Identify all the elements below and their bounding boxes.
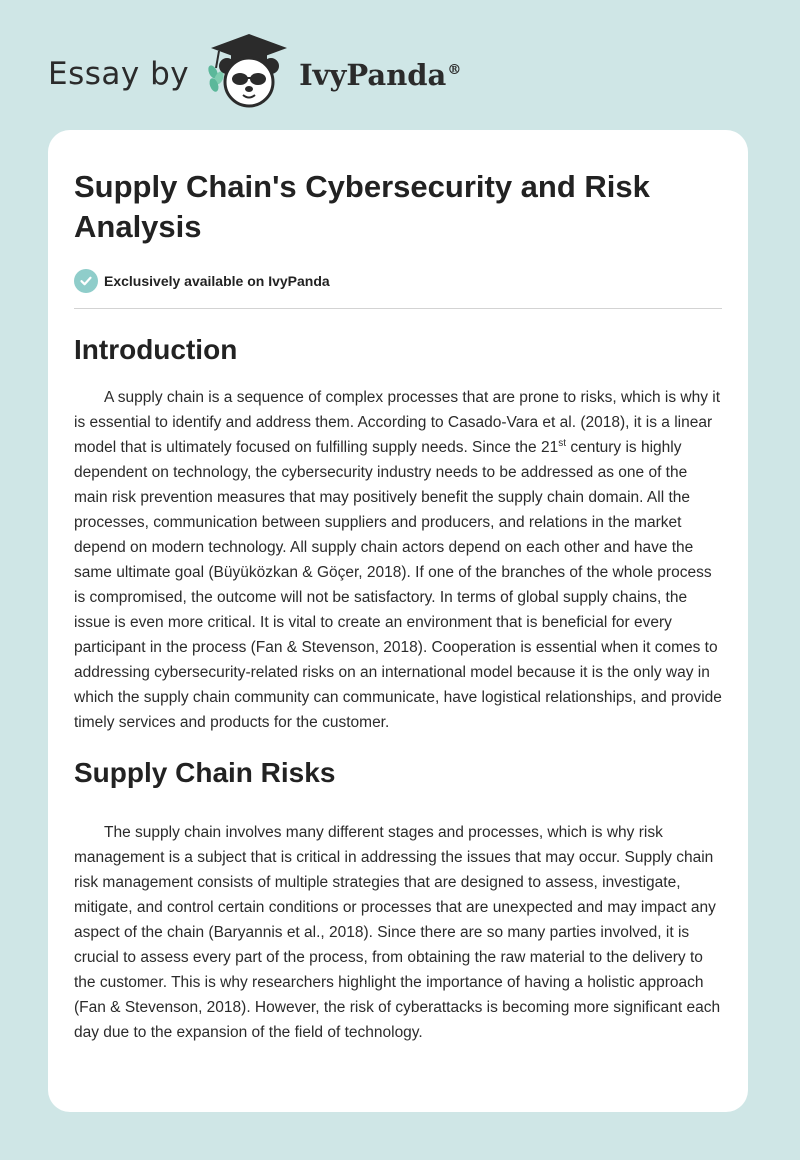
check-circle-icon (74, 269, 98, 293)
section-heading-supply-chain-risks: Supply Chain Risks (74, 757, 336, 788)
article-card (48, 130, 748, 1112)
panda-graduate-icon (203, 32, 295, 112)
section-introduction (74, 332, 722, 735)
exclusive-text: Exclusively available on IvyPanda (104, 273, 330, 289)
section-heading-introduction: Introduction (74, 334, 238, 365)
brand-name: IvyPanda® (299, 58, 462, 92)
section-supply-chain-risks (74, 755, 722, 1045)
exclusive-badge (74, 269, 722, 293)
divider (74, 308, 722, 309)
supply-chain-risks-paragraph: The supply chain involves many different stages and processes, which is why risk management is a subject that is critical in addressing the issues that may occur. Supply chain risk management consists of multiple strategies that are designed to assess, investigate, mitigate, and control certain conditions or processes that are unexpected and may impact any aspect of the chain (Baryannis et al., 2018). Since there are so many parties involved, it is crucial to assess every part of the process, from obtaining the raw material to the delivery to the customer. This is why researchers highlight the importance of having a holistic approach (Fan & Stevenson, 2018). However, the risk of cyberattacks is becoming more significant each day due to the expansion of the field of technology. (74, 824, 721, 1041)
article-title: Supply Chain's Cybersecurity and Risk Analysis (74, 169, 650, 244)
registered-mark: ® (447, 62, 462, 79)
introduction-paragraph: A supply chain is a sequence of complex processes that are prone to risks, which is why it is essential to identify and address them. According to Casado-Vara et al. (2018), it is a linear model that is ultimately focused on fulfilling supply needs. Since the 21st century is highly dependent on technology, the cybersecurity industry needs to be addressed as one of the main risk prevention measures that may positively benefit the supply chain domain. All the processes, communication between suppliers and producers, and relations in the market depend on modern technology. All supply chain actors depend on each other and have the same ultimate goal (Büyüközkan & Göçer, 2018). If one of the branches of the whole process is compromised, the outcome will not be satisfactory. In terms of global supply chains, the issue is even more critical. It is vital to create an environment that is beneficial for every participant in the process (Fan & Stevenson, 2018). Cooperation is essential when it comes to addressing cybersecurity-related risks on an international model because it is the only way in which the supply chain community can communicate, have logistical relationships, and provide timely services and products for the customer. (74, 389, 722, 731)
ordinal-superscript: st (558, 437, 567, 449)
brand-header (48, 32, 461, 112)
brand-prefix: Essay by (48, 56, 190, 92)
